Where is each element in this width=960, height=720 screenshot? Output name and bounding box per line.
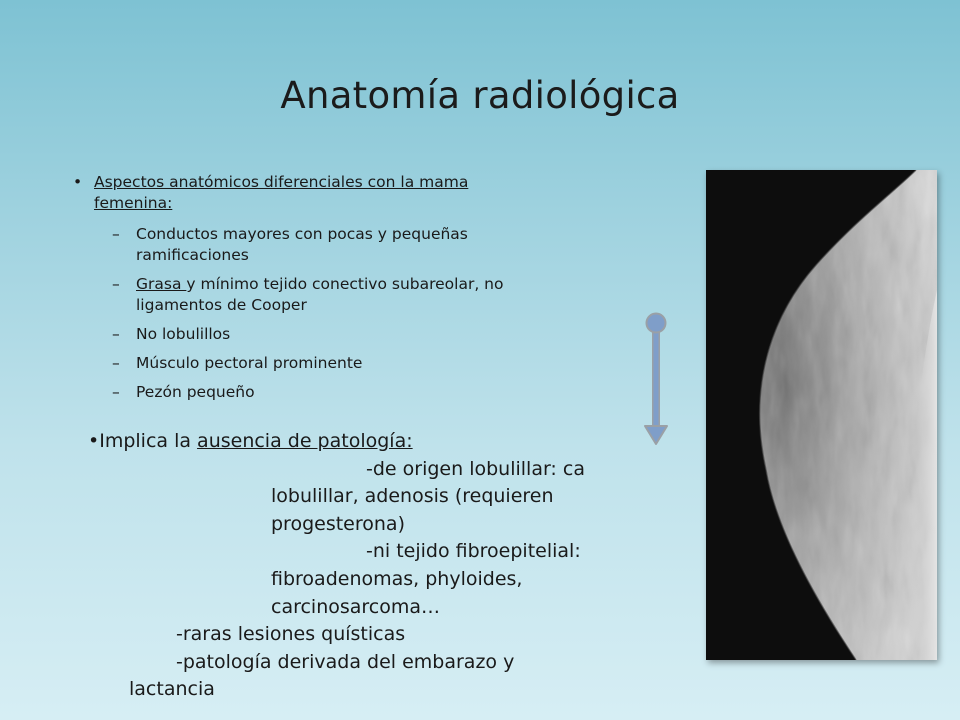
down-arrow-icon xyxy=(641,312,671,446)
sub-item-conductos-line2: ramificaciones xyxy=(136,246,249,264)
bullet-aspectos-line1: Aspectos anatómicos diferenciales con la mama xyxy=(94,173,469,191)
pathology-lead-line xyxy=(88,428,648,456)
sub-item-pezon-line1: Pezón pequeño xyxy=(136,383,255,401)
sub-item-conductos-line1: Conductos mayores con pocas y pequeñas xyxy=(136,225,468,243)
sub-item-pezon xyxy=(112,382,640,403)
pathology-line-7: -raras lesiones quísticas xyxy=(176,623,406,646)
sub-item-conductos xyxy=(112,224,640,266)
pathology-line-1: -de origen lobulillar: ca xyxy=(366,457,585,480)
mammogram-image xyxy=(706,170,937,660)
anatomy-bullet-list xyxy=(70,172,640,411)
sub-item-grasa-line1: y mínimo tejido conectivo subareolar, no xyxy=(186,275,504,293)
bullet-dot-icon: • xyxy=(88,430,100,452)
pathology-line-3: progesterona) xyxy=(271,512,405,535)
pathology-line-2: lobulillar, adenosis (requieren xyxy=(271,485,554,508)
pathology-lead-underlined: ausencia de patología: xyxy=(197,430,413,452)
pathology-line-6: carcinosarcoma… xyxy=(271,595,441,618)
pathology-block xyxy=(88,428,648,704)
bullet-aspectos xyxy=(70,172,640,214)
sub-item-musculo xyxy=(112,353,640,374)
sub-item-grasa-line2: ligamentos de Cooper xyxy=(136,296,307,314)
sub-item-grasa xyxy=(112,274,640,316)
slide-title: Anatomía radiológica xyxy=(280,74,680,117)
pathology-line-8: -patología derivada del embarazo y xyxy=(176,650,515,673)
pathology-line-5: fibroadenomas, phyloides, xyxy=(271,567,523,590)
bullet-aspectos-line2: femenina: xyxy=(94,194,173,212)
sub-item-grasa-underlined: Grasa xyxy=(136,275,187,293)
sub-item-lobulillos xyxy=(112,324,640,345)
sub-list xyxy=(70,224,640,403)
pathology-line-9: lactancia xyxy=(129,678,215,701)
pathology-line-4: -ni tejido fibroepitelial: xyxy=(366,540,581,563)
pathology-lead: Implica la xyxy=(99,430,198,452)
sub-item-musculo-line1: Músculo pectoral prominente xyxy=(136,354,363,372)
sub-item-lobulillos-line1: No lobulillos xyxy=(136,325,231,343)
